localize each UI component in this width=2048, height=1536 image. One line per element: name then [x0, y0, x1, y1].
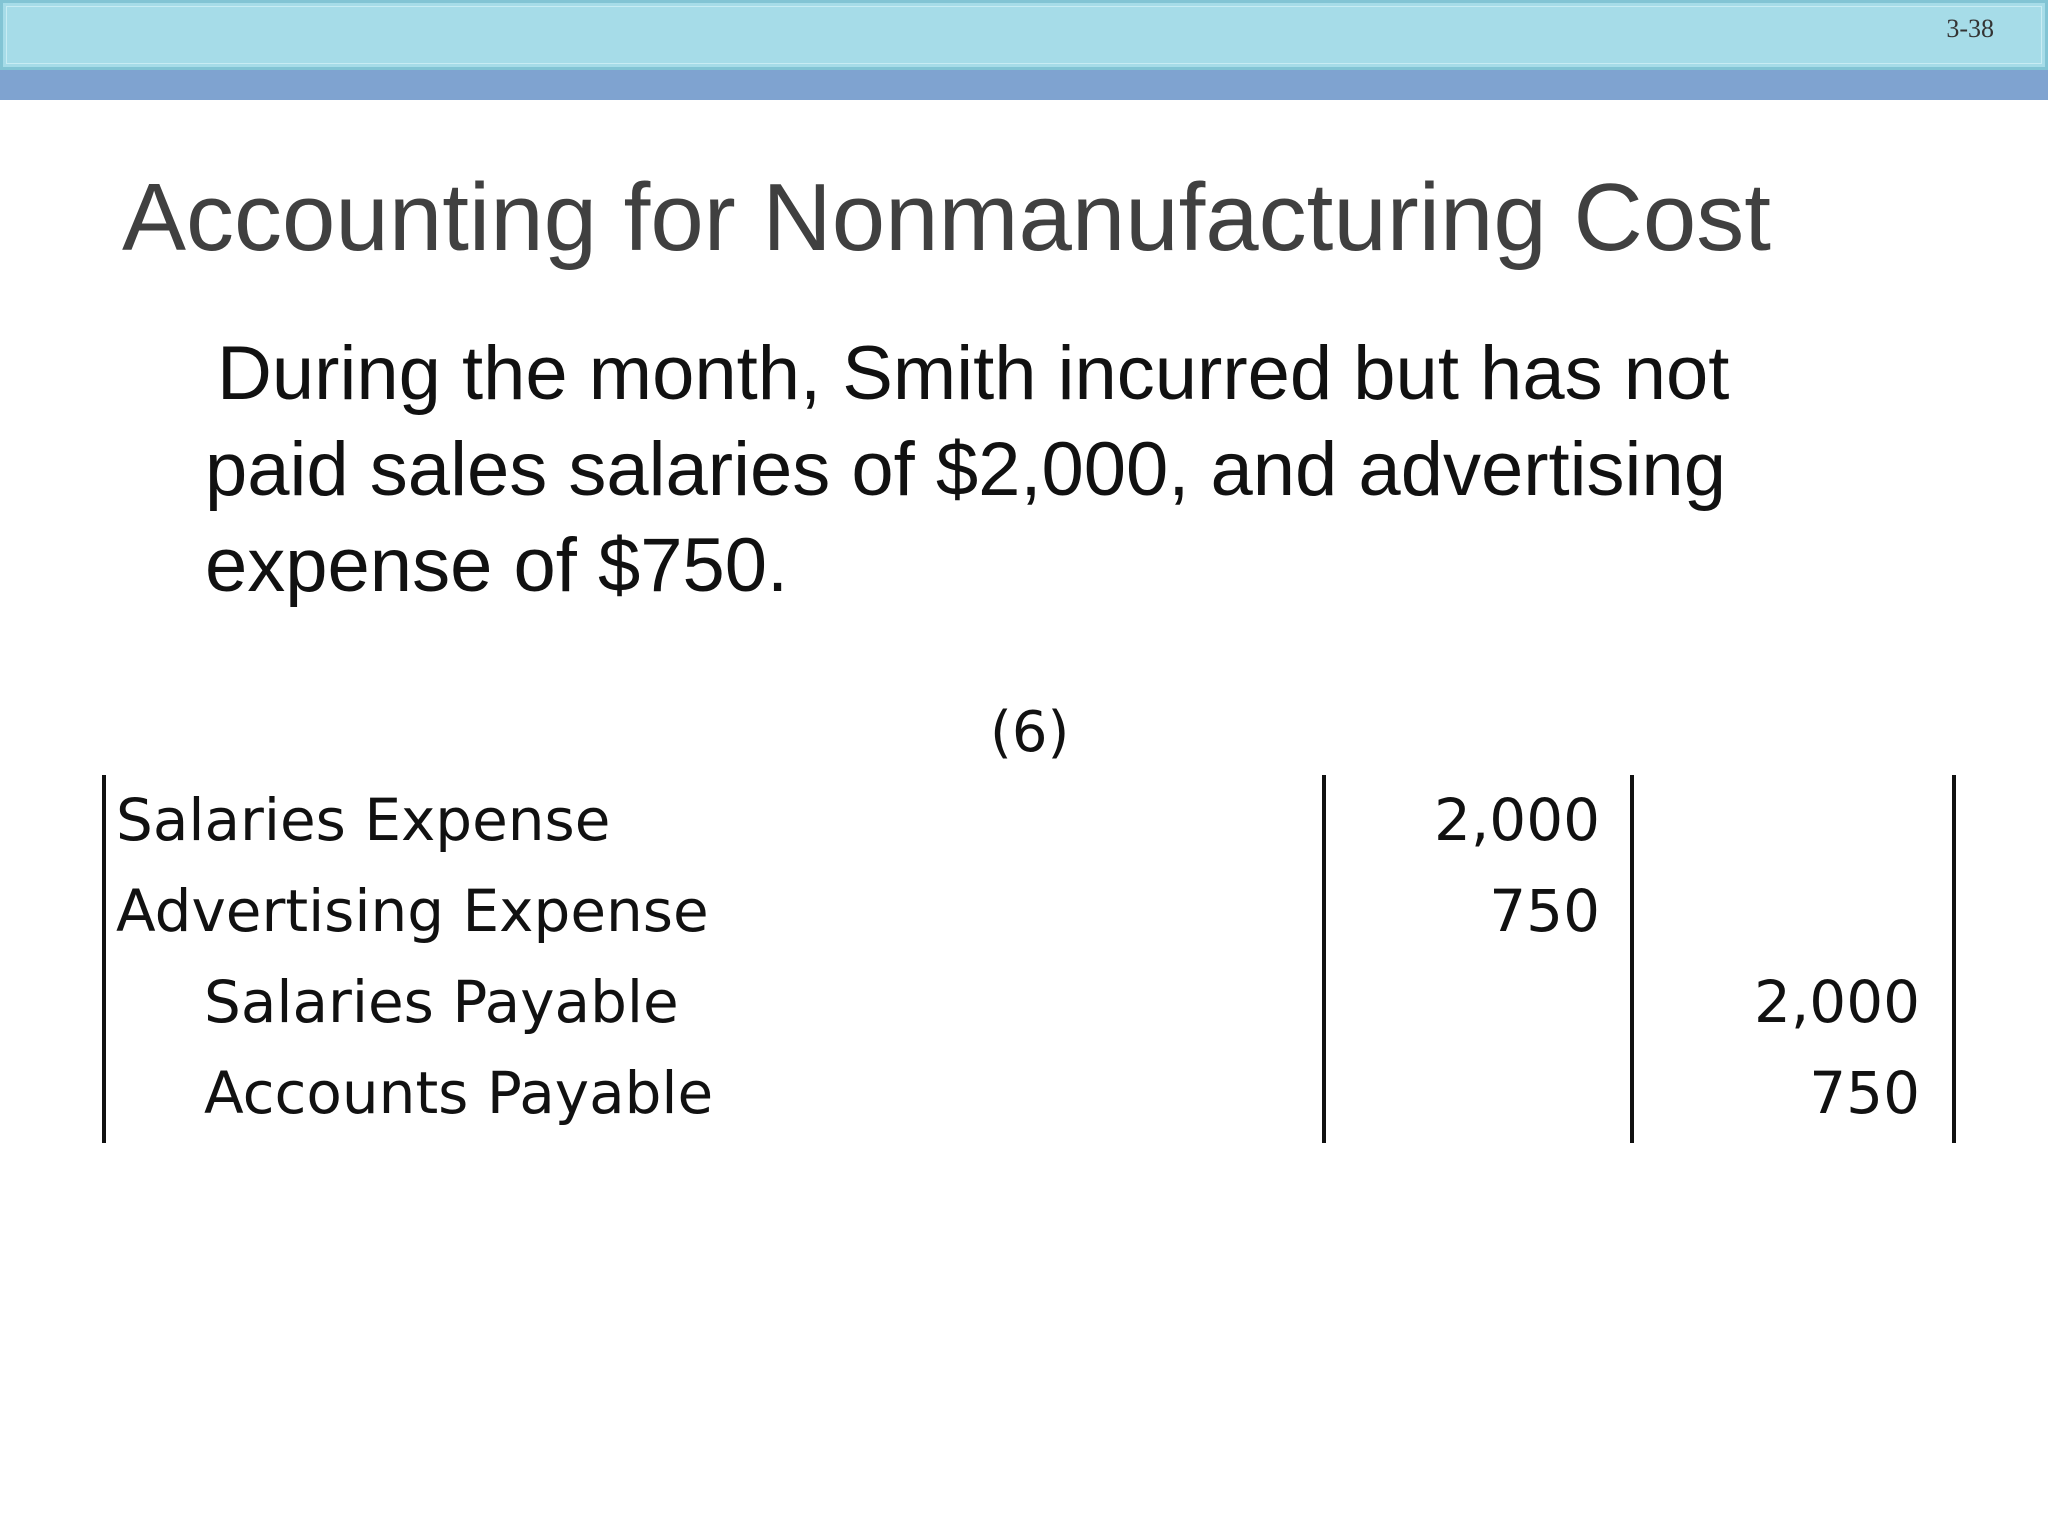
description-text: During the month, Smith incurred but has not paid sales salaries of $2,000, and advertising expense of $750.	[205, 331, 1730, 608]
journal-row	[0, 1059, 2048, 1151]
journal-debit-amount: 750	[1489, 877, 1600, 945]
header-accent-band	[0, 70, 2048, 100]
journal-row	[0, 786, 2048, 878]
journal-account: Advertising Expense	[116, 877, 709, 945]
journal-account: Salaries Expense	[116, 786, 611, 854]
journal-credit-amount: 2,000	[1753, 968, 1920, 1036]
header-band	[0, 0, 2048, 70]
journal-credit-amount: 750	[1809, 1059, 1920, 1127]
journal-account: Salaries Payable	[204, 968, 679, 1036]
journal-entry-label: (6)	[990, 700, 1070, 765]
header-band-inner-border	[6, 6, 2042, 64]
journal-row	[0, 968, 2048, 1060]
slide-title: Accounting for Nonmanufacturing Cost	[122, 164, 1771, 271]
slide-number: 3-38	[1946, 14, 1994, 43]
journal-debit-amount: 2,000	[1433, 786, 1600, 854]
journal-account: Accounts Payable	[204, 1059, 714, 1127]
journal-row	[0, 877, 2048, 969]
